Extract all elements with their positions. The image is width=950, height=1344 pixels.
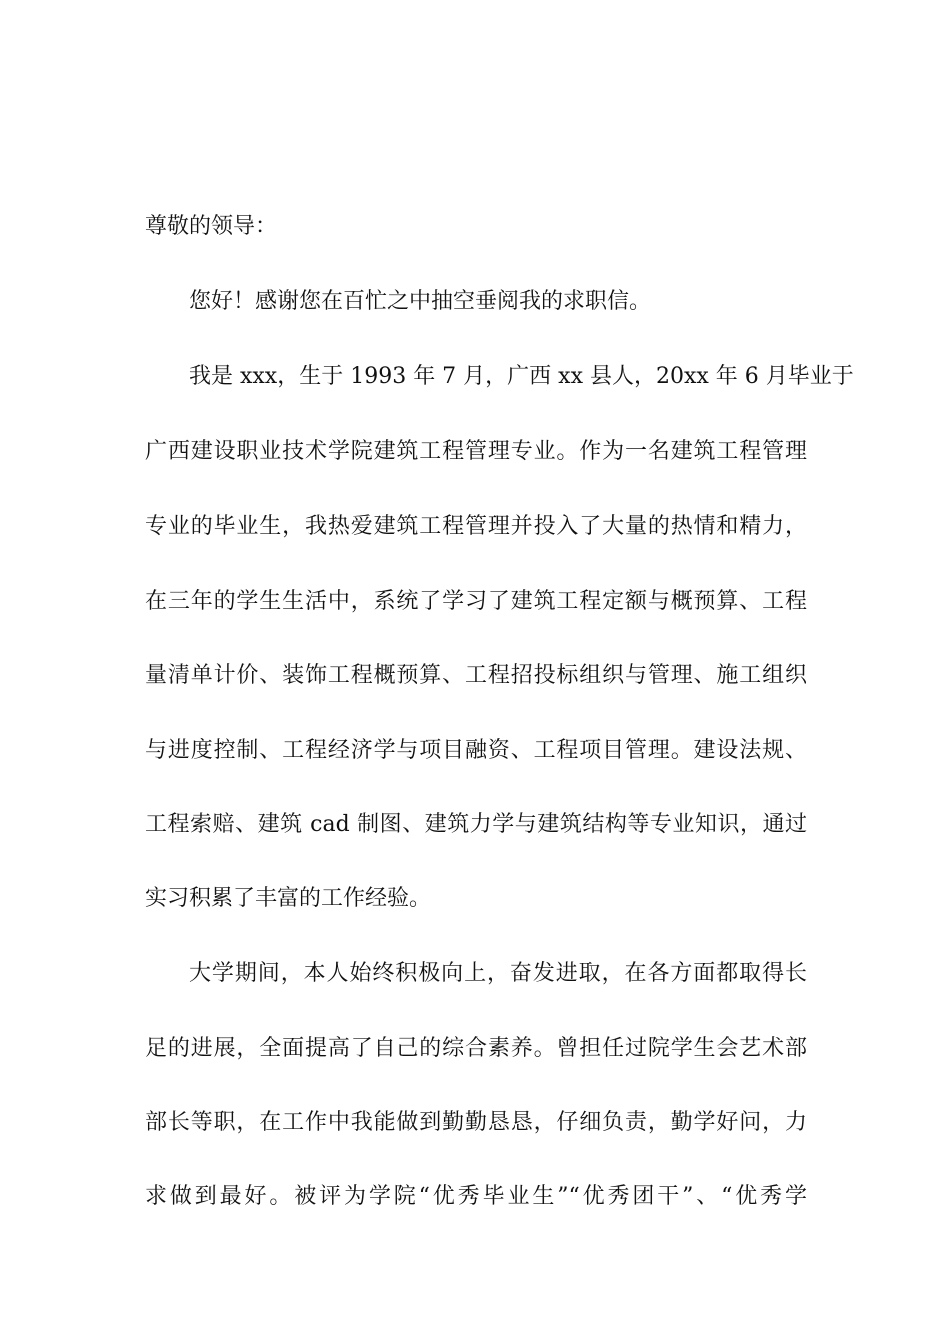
paragraph-line: 专业的毕业生，我热爱建筑工程管理并投入了大量的热情和精力， — [145, 514, 807, 539]
salutation: 尊敬的领导： — [145, 214, 278, 239]
paragraph-line: 足的进展，全面提高了自己的综合素养。曾担任过院学生会艺术部 — [145, 1036, 807, 1061]
paragraph-line: 在三年的学生生活中，系统了学习了建筑工程定额与概预算、工程 — [145, 589, 807, 614]
paragraph-line: 量清单计价、装饰工程概预算、工程招投标组织与管理、施工组织 — [145, 663, 807, 688]
paragraph-line: 大学期间，本人始终积极向上，奋发进取，在各方面都取得长 — [189, 961, 807, 986]
paragraph-line: 您好！感谢您在百忙之中抽空垂阅我的求职信。 — [189, 289, 652, 314]
paragraph-line: 实习积累了丰富的工作经验。 — [145, 886, 432, 911]
paragraph-line: 求做到最好。被评为学院“优秀毕业生”“优秀团干”、“优秀学 — [145, 1184, 807, 1209]
paragraph-line: 广西建设职业技术学院建筑工程管理专业。作为一名建筑工程管理 — [145, 439, 807, 464]
paragraph-line: 我是 xxx，生于 1993 年 7 月，广西 xx 县人，20xx 年 6 月毕业于 — [189, 364, 854, 389]
paragraph-line: 工程索赔、建筑 cad 制图、建筑力学与建筑结构等专业知识，通过 — [145, 812, 807, 837]
paragraph-line: 部长等职，在工作中我能做到勤勤恳恳，仔细负责，勤学好问，力 — [145, 1110, 807, 1135]
paragraph-line: 与进度控制、工程经济学与项目融资、工程项目管理。建设法规、 — [145, 738, 807, 763]
